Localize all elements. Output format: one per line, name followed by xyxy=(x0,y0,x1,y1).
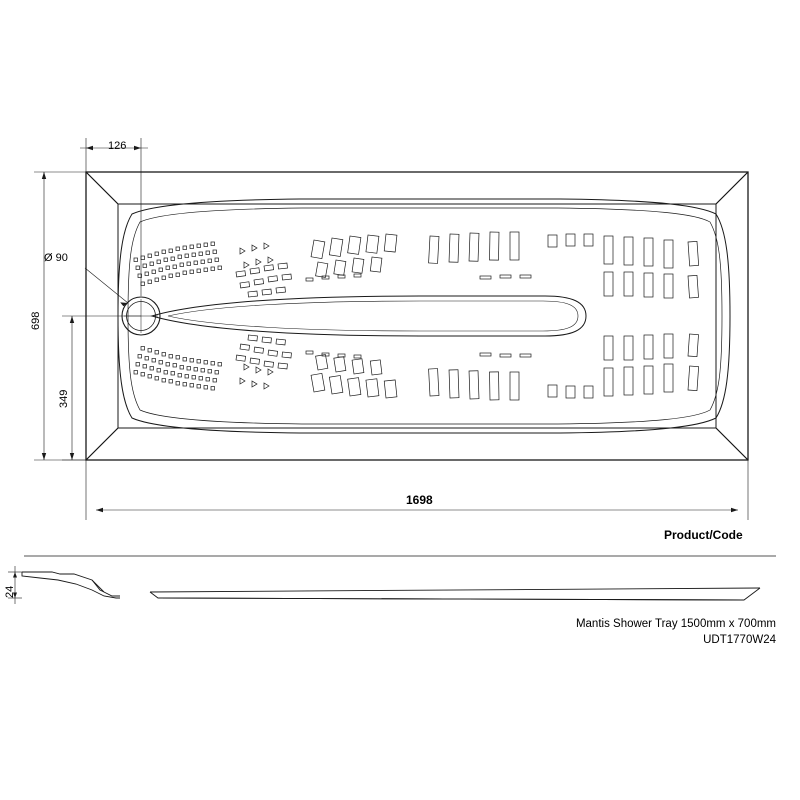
plan-view-center-ridge xyxy=(152,296,586,336)
dimension-label-126: 126 xyxy=(108,140,127,152)
title-block-product-code-label: Product/Code xyxy=(664,528,743,542)
dimension-349 xyxy=(62,316,141,460)
anti-slip-pattern-upper xyxy=(134,232,699,298)
plan-view-outline xyxy=(86,172,748,460)
dimension-label-698: 698 xyxy=(30,311,42,330)
section-view-profile xyxy=(22,572,760,600)
title-block-product-code: UDT1770W24 xyxy=(703,634,776,646)
dimension-1698 xyxy=(86,460,748,520)
dimension-label-diameter-90: Ø 90 xyxy=(44,252,68,264)
dimension-label-24: 24 xyxy=(4,585,16,598)
dimension-label-1698: 1698 xyxy=(406,493,433,507)
dimension-label-349: 349 xyxy=(58,389,70,408)
anti-slip-pattern-lower xyxy=(134,334,699,400)
title-block-product-name: Mantis Shower Tray 1500mm x 700mm xyxy=(575,618,776,630)
plan-view-basin xyxy=(118,199,730,433)
dimension-diameter-90 xyxy=(85,268,128,306)
